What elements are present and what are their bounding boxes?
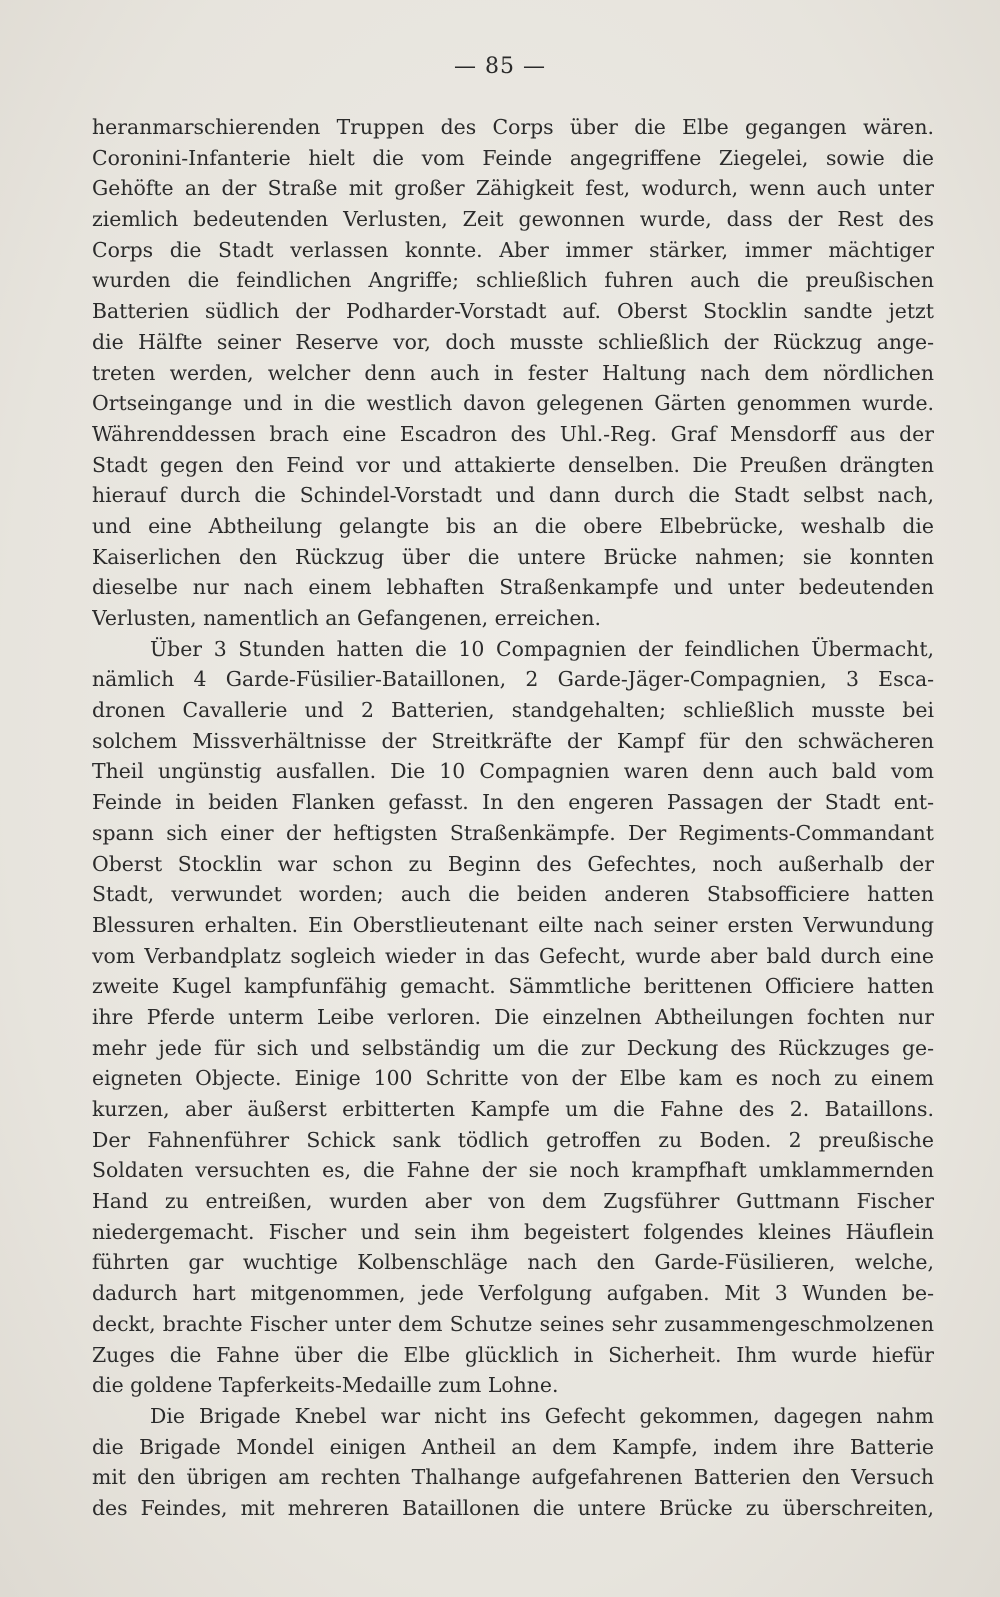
text-line: Feinde in beiden Flanken gefasst. In den engeren Passagen der Stadt ent- <box>92 790 934 815</box>
page-number: — 85 — <box>454 54 546 79</box>
text-line: ihre Pferde unterm Leibe verloren. Die einzelnen Abtheilungen fochten nur <box>92 1004 934 1029</box>
text-line: Hand zu entreißen, wurden aber von dem Zugsführer Guttmann Fischer <box>92 1189 934 1214</box>
text-line: heranmarschierenden Truppen des Corps über die Elbe gegangen wären. <box>92 115 934 139</box>
text-line: mit den übrigen am rechten Thalhange aufgefahrenen Batterien den Versuch <box>92 1465 934 1490</box>
text-line: mehr jede für sich und selbständig um die zur Deckung des Rückzuges ge- <box>92 1035 934 1060</box>
text-line: hierauf durch die Schindel-Vorstadt und dann durch die Stadt selbst nach, <box>92 483 934 508</box>
text-line: Corps die Stadt verlassen konnte. Aber immer stärker, immer mächtiger <box>92 237 934 262</box>
text-line: und eine Abtheilung gelangte bis an die obere Elbebrücke, weshalb die <box>92 513 934 538</box>
text-line: dieselbe nur nach einem lebhaften Straßenkampfe und unter bedeutenden <box>92 575 934 600</box>
paragraph-end-line: Verlusten, namentlich an Gefangenen, erreichen. <box>92 606 601 630</box>
text-line: die Brigade Mondel einigen Antheil an dem Kampfe, indem ihre Batterie <box>92 1434 934 1459</box>
text-line: dadurch hart mitgenommen, jede Verfolgung aufgaben. Mit 3 Wunden be- <box>92 1281 934 1306</box>
text-line: niedergemacht. Fischer und sein ihm begeistert folgendes kleines Häuflein <box>92 1219 934 1244</box>
text-line: Coronini-Infanterie hielt die vom Feinde angegriffene Ziegelei, sowie die <box>92 145 934 170</box>
text-line: ziemlich bedeutenden Verlusten, Zeit gewonnen wurde, dass der Rest des <box>92 207 934 232</box>
text-line: Gehöfte an der Straße mit großer Zähigkeit fest, wodurch, wenn auch unter <box>92 176 934 201</box>
text-line: Der Fahnenführer Schick sank tödlich getroffen zu Boden. 2 preußische <box>92 1127 934 1152</box>
body-text <box>92 112 934 1524</box>
text-line: Währenddessen brach eine Escadron des Uhl.-Reg. Graf Mensdorff aus der <box>92 421 934 446</box>
text-line: vom Verbandplatz sogleich wieder in das Gefecht, wurde aber bald durch eine <box>92 943 934 968</box>
text-line: Stadt gegen den Feind vor und attakierte denselben. Die Preußen drängten <box>92 452 934 477</box>
text-line: nämlich 4 Garde-Füsilier-Bataillonen, 2 Garde-Jäger-Compagnien, 3 Esca- <box>92 667 934 692</box>
paragraph-start-line: Die Brigade Knebel war nicht ins Gefecht gekommen, dagegen nahm <box>150 1403 934 1428</box>
text-line: zweite Kugel kampfunfähig gemacht. Sämmtliche berittenen Officiere hatten <box>92 974 934 999</box>
text-line: Blessuren erhalten. Ein Oberstlieutenant eilte nach seiner ersten Verwundung <box>92 912 934 937</box>
text-line: treten werden, welcher denn auch in fester Haltung nach dem nördlichen <box>92 360 934 385</box>
paragraph-start-line: Über 3 Stunden hatten die 10 Compagnien der feindlichen Übermacht, <box>150 636 934 661</box>
text-line: des Feindes, mit mehreren Bataillonen die untere Brücke zu überschreiten, <box>92 1495 934 1520</box>
text-line: kurzen, aber äußerst erbitterten Kampfe um die Fahne des 2. Bataillons. <box>92 1097 934 1121</box>
text-line: Kaiserlichen den Rückzug über die untere Brücke nahmen; sie konnten <box>92 544 934 569</box>
text-line: Oberst Stocklin war schon zu Beginn des Gefechtes, noch außerhalb der <box>92 851 934 876</box>
text-line: Theil ungünstig ausfallen. Die 10 Compagnien waren denn auch bald vom <box>92 759 934 784</box>
text-line: wurden die feindlichen Angriffe; schließlich fuhren auch die preußischen <box>92 268 934 293</box>
text-line: eigneten Objecte. Einige 100 Schritte von der Elbe kam es noch zu einem <box>92 1066 934 1091</box>
text-line: dronen Cavallerie und 2 Batterien, standgehalten; schließlich musste bei <box>92 698 934 723</box>
text-line: Stadt, verwundet worden; auch die beiden anderen Stabsofficiere hatten <box>92 882 934 907</box>
text-line: solchem Missverhältnisse der Streitkräfte der Kampf für den schwächeren <box>92 728 934 753</box>
text-line: Soldaten versuchten es, die Fahne der sie noch krampfhaft umklammernden <box>92 1158 934 1183</box>
text-line: Ortseingange und in die westlich davon gelegenen Gärten genommen wurde. <box>92 391 934 416</box>
paragraph-end-line: die goldene Tapferkeits-Medaille zum Lohne. <box>92 1373 559 1398</box>
text-line: die Hälfte seiner Reserve vor, doch musste schließlich der Rückzug ange- <box>92 329 934 354</box>
text-line: spann sich einer der heftigsten Straßenkämpfe. Der Regiments-Commandant <box>92 820 934 845</box>
text-line: führten gar wuchtige Kolbenschläge nach den Garde-Füsilieren, welche, <box>92 1250 934 1275</box>
text-line: Batterien südlich der Podharder-Vorstadt auf. Oberst Stocklin sandte jetzt <box>92 299 934 324</box>
text-line: Zuges die Fahne über die Elbe glücklich in Sicherheit. Ihm wurde hiefür <box>92 1342 934 1367</box>
text-line: deckt, brachte Fischer unter dem Schutze seines sehr zusammengeschmolzenen <box>92 1311 934 1336</box>
